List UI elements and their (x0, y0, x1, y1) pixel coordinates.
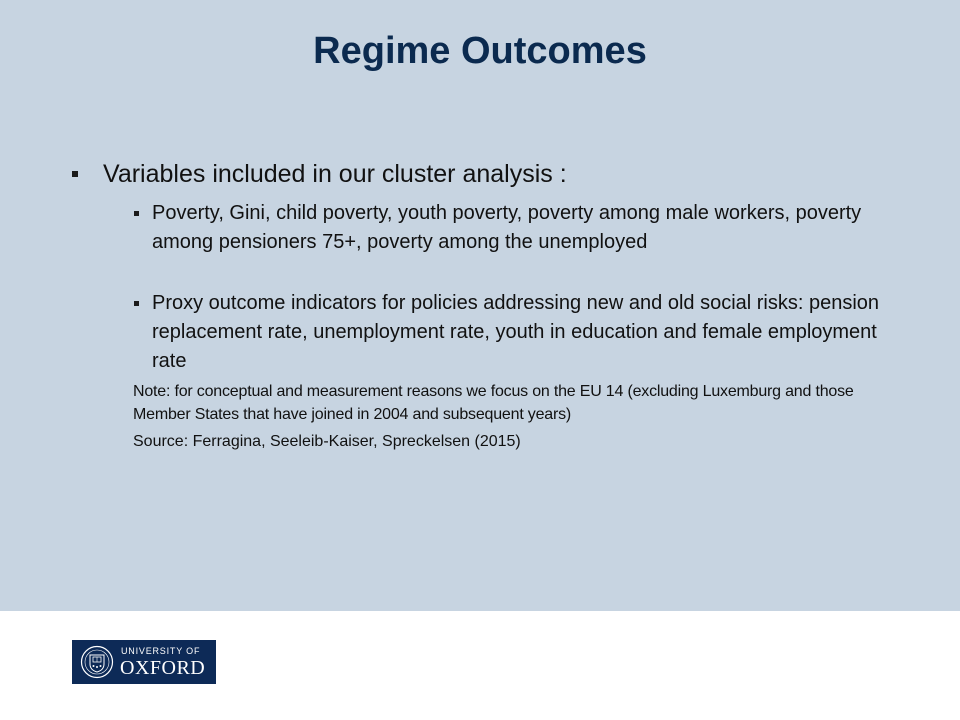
logo-oxford: OXFORD (120, 657, 206, 679)
note-text: Note: for conceptual and measurement reasons we focus on the EU 14 (excluding Luxemburg and those Member States that have joined in 2004 and subsequent years) (133, 383, 854, 423)
logo-university-of: UNIVERSITY OF (121, 646, 201, 656)
bullet-marker-icon (134, 301, 139, 306)
bullet-marker-icon (134, 211, 139, 216)
oxford-logo (72, 640, 216, 684)
oxford-crest-icon (80, 645, 114, 679)
bullet-level1-text: Variables included in our cluster analysis : (103, 160, 567, 188)
slide-title: Regime Outcomes (313, 30, 647, 72)
source-text: Source: Ferragina, Seeleib-Kaiser, Spreckelsen (2015) (133, 433, 521, 450)
bullet-marker-icon (72, 171, 78, 177)
bullet-level2-text: Poverty, Gini, child poverty, youth poverty, poverty among male workers, poverty among pensioners 75+, poverty among the unemployed (152, 202, 862, 253)
bullet-level2-text: Proxy outcome indicators for policies addressing new and old social risks: pension replacement rate, unemployment rate, youth in education and female employment rate (152, 292, 880, 372)
